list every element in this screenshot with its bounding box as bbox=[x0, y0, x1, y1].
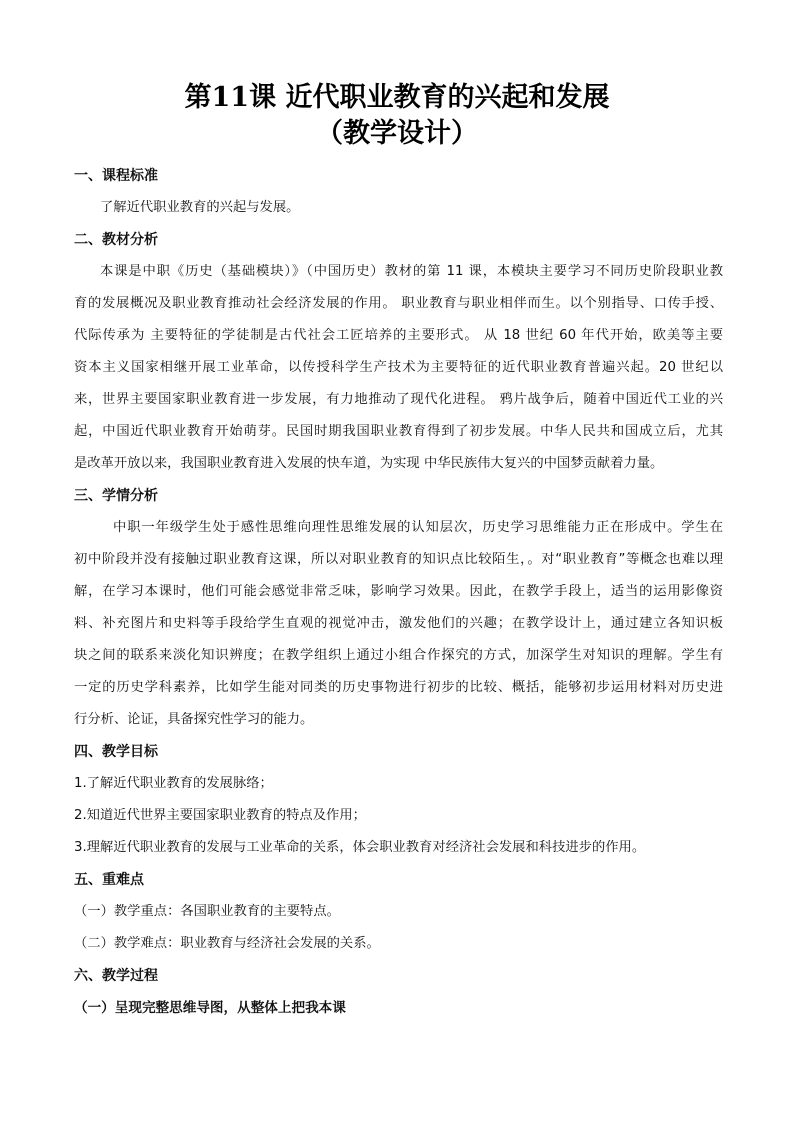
paragraph-line: 中职一年级学生处于感性思维向理性思维发展的认知层次，历史学习思维能力正在形成中。学生在 bbox=[113, 520, 723, 535]
sub-heading: （一）呈现完整思维导图，从整体上把我本课 bbox=[74, 1000, 346, 1016]
paragraph-line: 来，世界主要国家职业教育进一步发展，有力地推动了现代化进程。 鸦片战争后，随着中国近代工业的兴 bbox=[74, 392, 723, 407]
paragraph-line: 块之间的联系来淡化知识辨度；在教学组织上通过小组合作探究的方式，加深学生对知识的理解。学生有 bbox=[74, 648, 723, 663]
paragraph-line: 一定的历史学科素养，比如学生能对同类的历史事物进行初步的比较、概括，能够初步运用材料对历史进 bbox=[74, 680, 723, 695]
list-item: 1.了解近代职业教育的发展脉络； bbox=[74, 776, 273, 791]
list-item: 3.理解近代职业教育的发展与工业革命的关系，体会职业教育对经济社会发展和科技进步的作用。 bbox=[74, 840, 646, 855]
section-heading-textbook-analysis: 二、教材分析 bbox=[74, 232, 158, 248]
list-item: （二）教学难点：职业教育与经济社会发展的关系。 bbox=[74, 936, 380, 951]
page-title: 第11课 近代职业教育的兴起和发展 bbox=[184, 82, 610, 113]
paragraph-line: 起，中国近代职业教育开始萌芽。民国时期我国职业教育得到了初步发展。中华人民共和国成立后，尤其 bbox=[74, 424, 723, 439]
paragraph-line: 行分析、论证，具备探究性学习的能力。 bbox=[74, 712, 314, 727]
paragraph-line: 料、补充图片和史料等手段给学生直观的视觉冲击，激发他们的兴趣；在教学设计上，通过建立各知识板 bbox=[74, 616, 723, 631]
paragraph-line: 初中阶段并没有接触过职业教育这课，所以对职业教育的知识点比较陌生，。对“职业教育”等概念也难以理 bbox=[74, 552, 723, 567]
paragraph-line: 本课是中职《历史（基础模块）》（中国历史）教材的第 11 课，本模块主要学习不同历史阶段职业教 bbox=[100, 264, 723, 279]
list-item: 2.知道近代世界主要国家职业教育的特点及作用； bbox=[74, 808, 366, 823]
section-heading-key-points: 五、重难点 bbox=[74, 872, 144, 888]
paragraph-line: 解，在学习本课时，他们可能会感觉非常乏味，影响学习效果。因此，在教学手段上，适当的运用影像资 bbox=[74, 584, 723, 599]
paragraph-line: 了解近代职业教育的兴起与发展。 bbox=[100, 200, 300, 215]
paragraph-line: 资本主义国家相继开展工业革命，以传授科学生产技术为主要特征的近代职业教育普遍兴起。20 世纪以 bbox=[74, 360, 723, 375]
section-heading-teaching-objectives: 四、教学目标 bbox=[74, 744, 158, 760]
list-item: （一）教学重点：各国职业教育的主要特点。 bbox=[74, 904, 340, 919]
page-subtitle: （教学设计） bbox=[316, 118, 478, 149]
section-heading-learner-analysis: 三、学情分析 bbox=[74, 488, 158, 504]
section-heading-teaching-process: 六、教学过程 bbox=[74, 968, 158, 984]
paragraph-line: 育的发展概况及职业教育推动社会经济发展的作用。 职业教育与职业相伴而生。以个别指导、口传手授、 bbox=[74, 296, 723, 311]
section-heading-curriculum-standard: 一、课程标准 bbox=[74, 168, 158, 184]
paragraph-line: 是改革开放以来，我国职业教育进入发展的快车道，为实现 中华民族伟大复兴的中国梦贡献着力量。 bbox=[74, 456, 664, 471]
paragraph-line: 代际传承为 主要特征的学徒制是古代社会工匠培养的主要形式。 从 18 世纪 60 年代开始，欧美等主要 bbox=[74, 328, 723, 343]
